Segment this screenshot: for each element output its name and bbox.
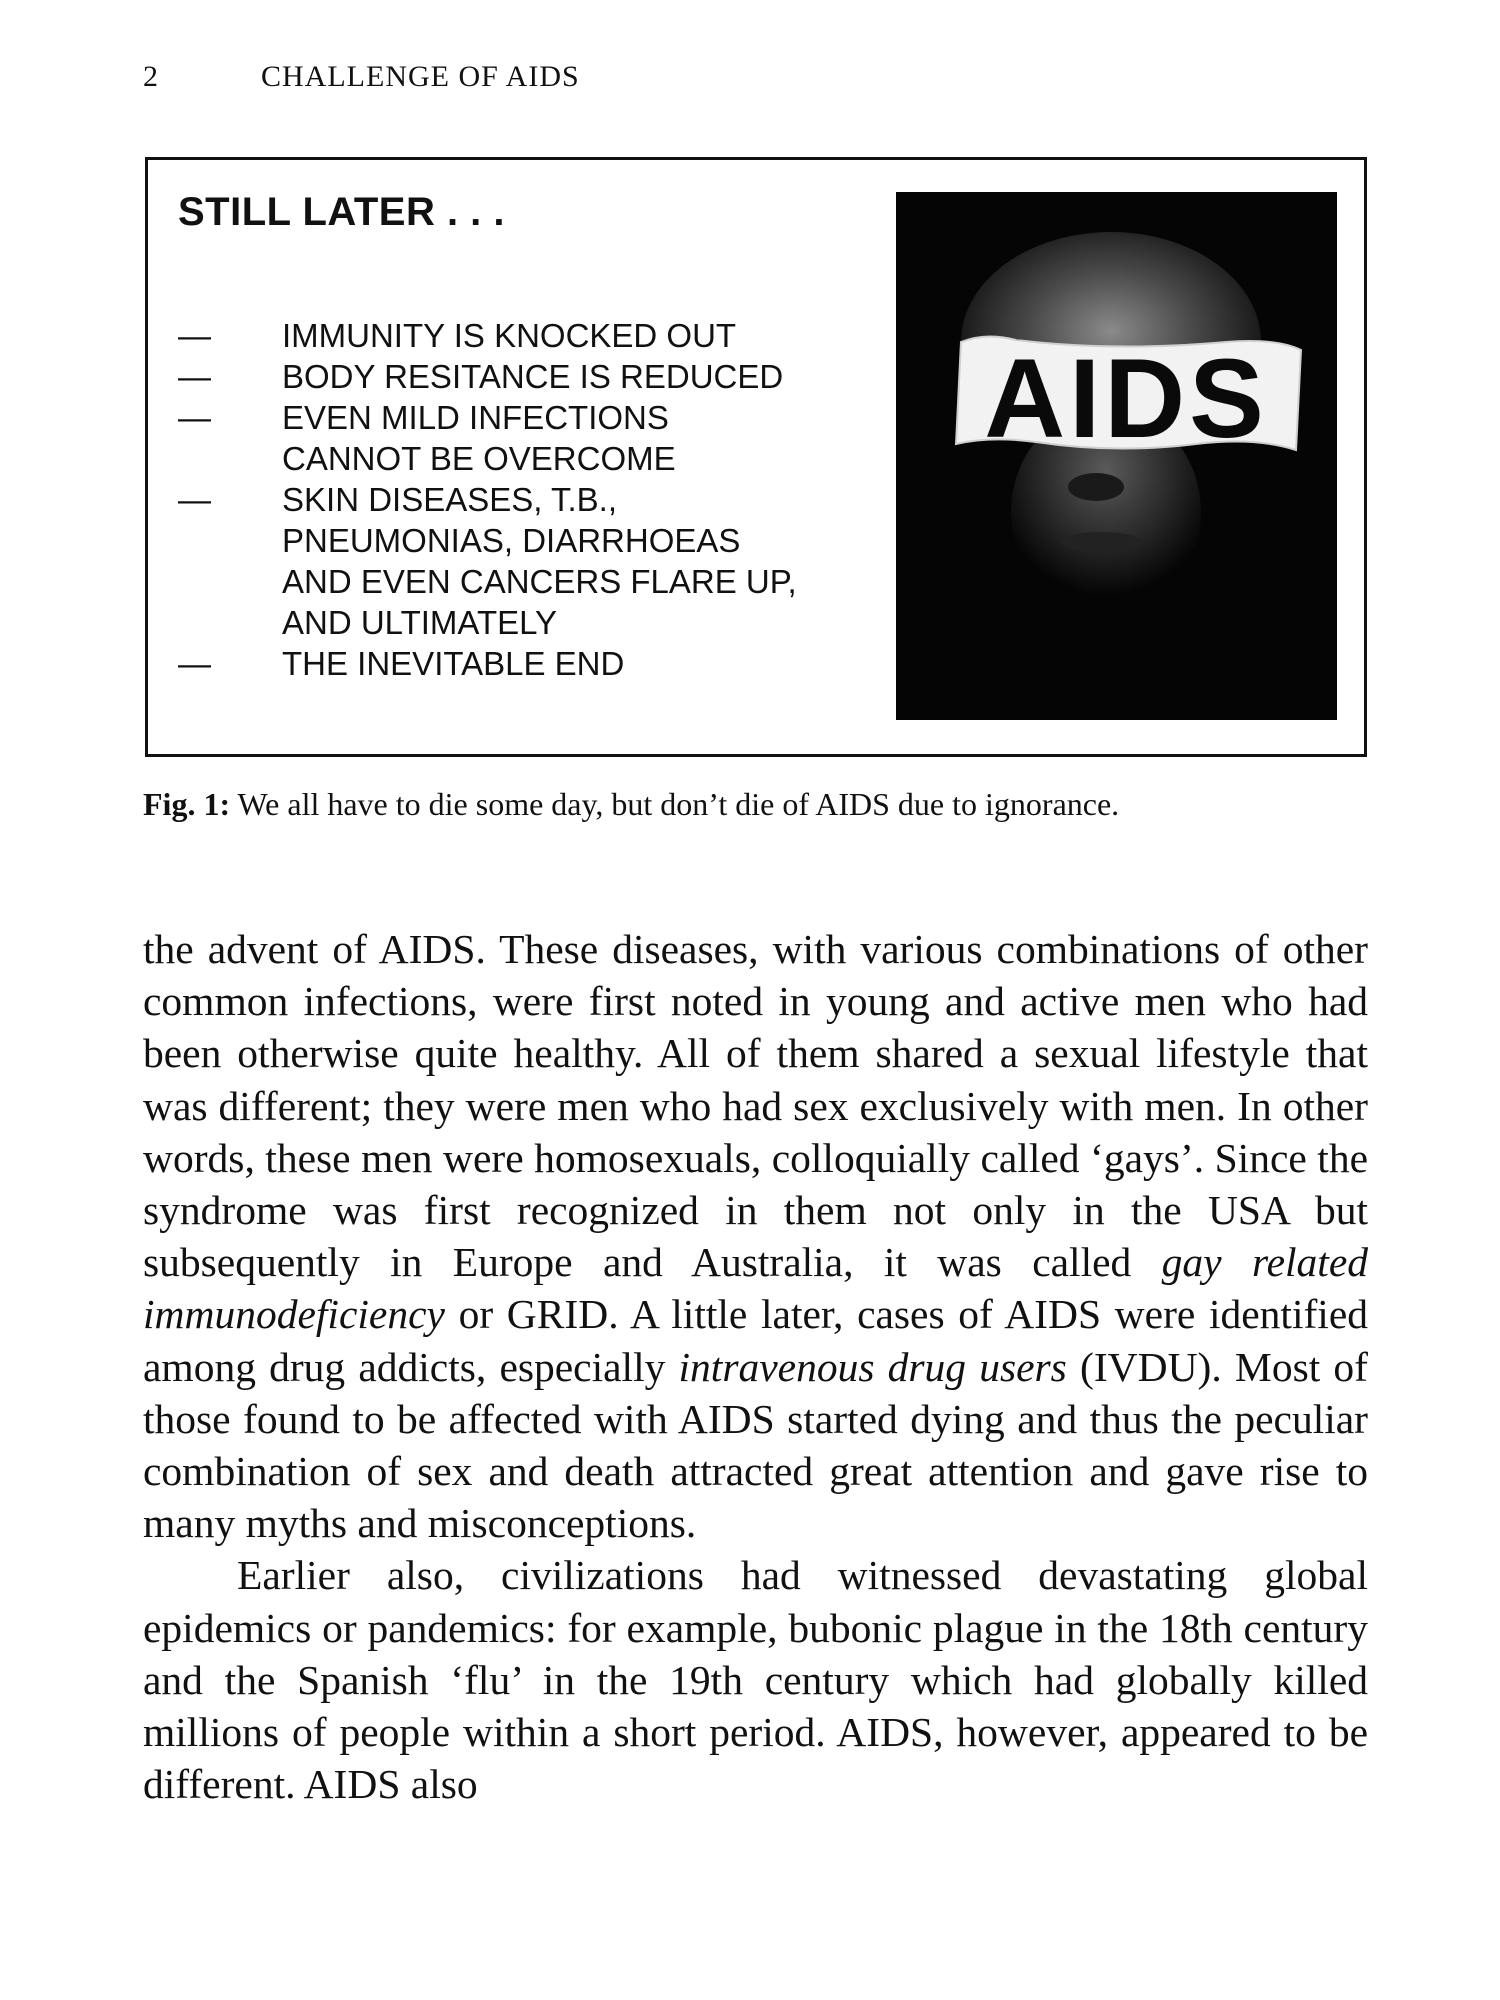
symptom-text: AND ULTIMATELY xyxy=(282,604,558,641)
band-aids-text: AIDS xyxy=(984,336,1268,461)
list-dash: — xyxy=(178,317,211,354)
symptom-item xyxy=(178,520,797,561)
photo-illustration xyxy=(896,192,1337,720)
list-dash: — xyxy=(178,645,211,682)
italic-term: intravenous drug users xyxy=(678,1343,1067,1390)
text-run: or GRID. A little later, cases of AIDS were identified among drug addicts, especially xyxy=(143,1291,1368,1390)
symptom-item xyxy=(178,643,797,684)
text-run: the advent of AIDS. These diseases, with various combinations of other common infections, were first noted in young and active men who had been otherwise quite healthy. All of them shared a sexual lifestyle that was different; they were men who had sex exclusively with men. In other words, these men were homosexuals, colloquially called ‘gays’. Since the syndrome was first recognized in them not only in the USA but subsequently in Europe and Australia, it was called xyxy=(143,926,1368,1286)
symptom-item xyxy=(178,479,797,520)
symptom-text: CANNOT BE OVERCOME xyxy=(282,440,676,477)
symptom-list xyxy=(178,315,797,684)
symptom-item xyxy=(178,356,797,397)
symptom-item xyxy=(178,602,797,643)
italic-term: gay related immunodeficiency xyxy=(143,1239,1368,1338)
figure-label: Fig. 1: xyxy=(143,786,231,822)
caption-text: We all have to die some day, but don’t die of AIDS due to ignorance. xyxy=(230,786,1120,822)
symptom-text: AND EVEN CANCERS FLARE UP, xyxy=(282,563,797,600)
symptom-text: SKIN DISEASES, T.B., xyxy=(282,481,618,518)
symptom-text: PNEUMONIAS, DIARRHOEAS xyxy=(282,522,741,559)
symptom-item xyxy=(178,397,797,438)
running-head xyxy=(143,60,580,94)
page-number: 2 xyxy=(143,60,159,93)
aids-blindfold-photo xyxy=(896,192,1337,720)
list-dash: — xyxy=(178,481,211,518)
running-title: CHALLENGE OF AIDS xyxy=(261,60,580,93)
figure-box-title: STILL LATER . . . xyxy=(178,190,506,234)
symptom-item xyxy=(178,315,797,356)
symptom-item xyxy=(178,438,797,479)
paragraph-1 xyxy=(143,923,1368,1549)
text-run: (IVDU). Most of those found to be affected with AIDS started dying and thus the peculiar combination of sex and death attracted great attention and gave rise to many myths and misconceptions. xyxy=(143,1343,1368,1547)
paragraph-2: Earlier also, civilizations had witnessed devastating global epidemics or pandemics: for example, bubonic plague in the 18th century and the Spanish ‘flu’ in the 19th century which had globally killed millions of people within a short period. AIDS, however, appeared to be different. AIDS also xyxy=(143,1552,1368,1808)
symptom-text: EVEN MILD INFECTIONS xyxy=(282,399,669,436)
list-dash: — xyxy=(178,358,211,395)
symptom-text: BODY RESITANCE IS REDUCED xyxy=(282,358,784,395)
figure-box xyxy=(145,157,1367,757)
list-dash: — xyxy=(178,399,211,436)
body-text xyxy=(143,923,1368,1810)
figure-caption xyxy=(143,783,1368,825)
symptom-text: THE INEVITABLE END xyxy=(282,645,625,682)
symptom-text: IMMUNITY IS KNOCKED OUT xyxy=(282,317,737,354)
symptom-item xyxy=(178,561,797,602)
